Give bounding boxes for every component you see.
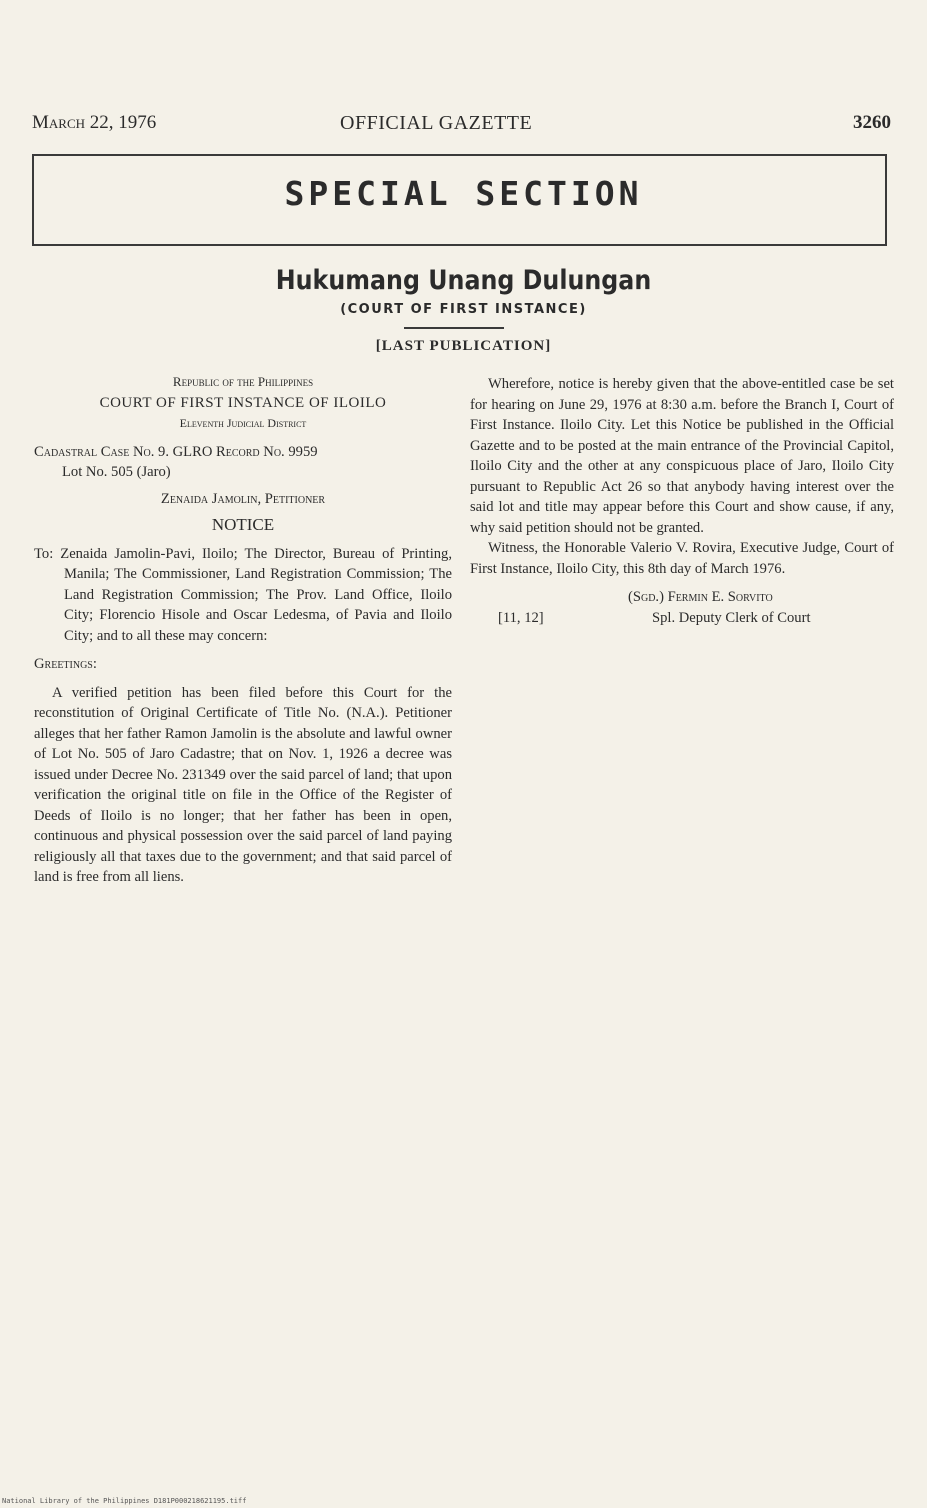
court-subtitle: (COURT OF FIRST INSTANCE) bbox=[340, 302, 587, 317]
republic-line: Republic of the Philippines bbox=[172, 374, 314, 389]
section-title: SPECIAL SECTION bbox=[284, 174, 643, 213]
greetings: Greetings: bbox=[34, 656, 97, 672]
paragraph-1: A verified petition has been filed before this Court for the reconstitution of Original Certificate of Title No. (N.A.). Petitioner alleges that her father Ramon Jamolin is the absolute and lawful owner of Lot No. 505 of Jaro Cadastre; that on Nov. 1, 1926 a decree was issued under Decree No. 231349 over the said parcel of land; that upon verification the original title on file in the Office of the Register of Deeds of Iloilo is no longer; that her father has been in open, continuous and physical possession over the said parcel of land paying religiously all that taxes due to the government; and that said parcel of land is free from all liens. bbox=[34, 684, 452, 885]
addressees: To: Zenaida Jamolin-Pavi, Iloilo; The Director, Bureau of Printing, Manila; The Commissioner, Land Registration Commission; The Land Registration Commission; The Prov. Land Office, Iloilo City; Florencio Hisole and Oscar Ledesma, of Pavia and Iloilo City; and to all these may concern: bbox=[34, 545, 452, 644]
court-name: COURT OF FIRST INSTANCE OF ILOILO bbox=[99, 394, 387, 411]
issue-reference: [11, 12] bbox=[498, 610, 544, 626]
header-date: March 22, 1976 bbox=[32, 112, 157, 133]
signature-title-line bbox=[470, 608, 894, 629]
petitioner-line: Zenaida Jamolin, Petitioner bbox=[160, 490, 326, 507]
signature-title: Spl. Deputy Clerk of Court bbox=[652, 610, 811, 626]
lot-line: Lot No. 505 (Jaro) bbox=[62, 464, 171, 480]
header-page-number: 3260 bbox=[853, 112, 891, 133]
notice-right-column bbox=[470, 374, 894, 629]
scan-footer: National Library of the Philippines D181P000218621195.tiff bbox=[2, 1497, 247, 1505]
signature-name-line bbox=[470, 587, 894, 608]
paragraph-2: Wherefore, notice is hereby given that the above-entitled case be set for hearing on June 29, 1976 at 8:30 a.m. before the Branch I, Court of First Instance. Iloilo City. Let this Notice be published in the Official Gazette and to be posted at the main entrance of the Provincial Capitol, Iloilo City and the other at any conspicuous place of Jaro, Iloilo City pursuant to Republic Act 26 so that anybody having interest over the said lot and title may appear before this Court and show cause, if any, why said petition should not be granted. bbox=[470, 376, 894, 536]
case-line: Cadastral Case No. 9. GLRO Record No. 9959 bbox=[34, 443, 318, 460]
header-publication: OFFICIAL GAZETTE bbox=[340, 112, 533, 134]
title-rule bbox=[404, 327, 504, 329]
paragraph-3: Witness, the Honorable Valerio V. Rovira, Executive Judge, Court of First Instance, Iloilo City, this 8th day of March 1976. bbox=[470, 540, 894, 577]
notice-heading: NOTICE bbox=[211, 515, 275, 534]
notice-left-column bbox=[34, 372, 452, 888]
publication-label: [LAST PUBLICATION] bbox=[375, 338, 552, 354]
signature-name: (Sgd.) Fermin E. Sorvito bbox=[628, 589, 773, 605]
district-line: Eleventh Judicial District bbox=[179, 416, 307, 430]
court-title: Hukumang Unang Dulungan bbox=[275, 265, 652, 296]
